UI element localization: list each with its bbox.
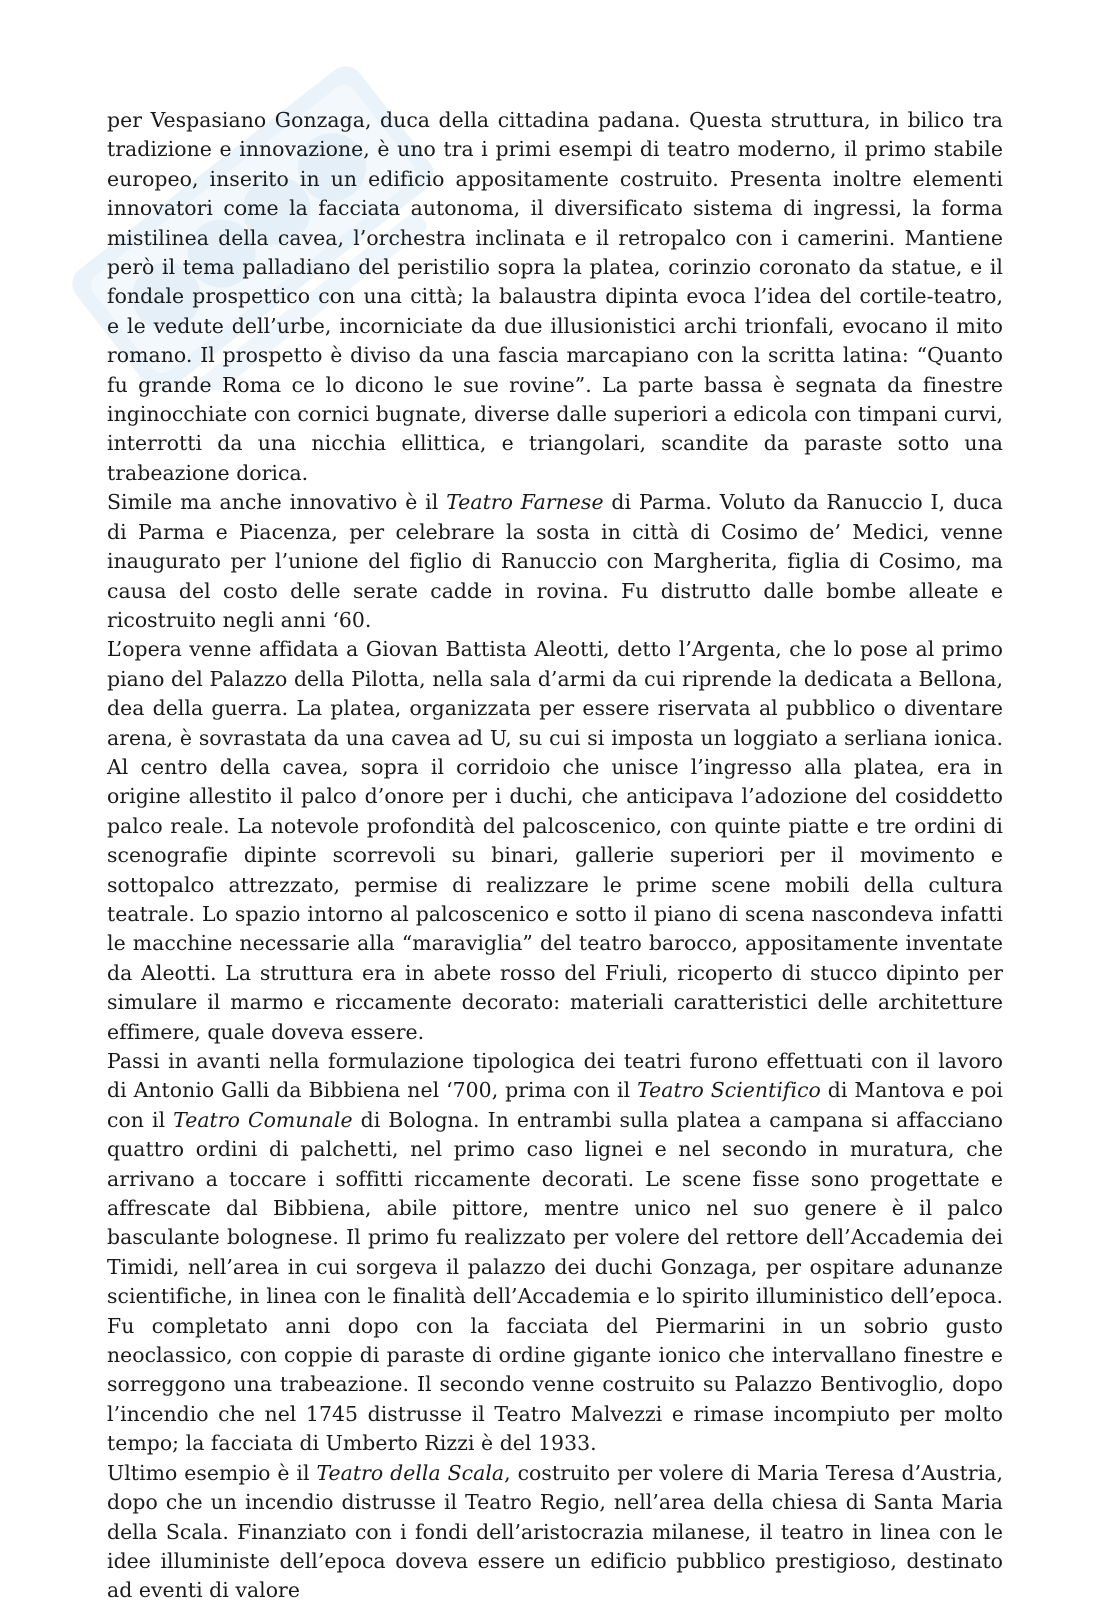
paragraph-text: Simile ma anche innovativo è il [107,490,447,515]
paragraph-text: di Mantova e poi con il [107,1078,1003,1132]
paragraph-text: L’opera venne affidata a Giovan Battista Aleotti, detto l’Argenta, che lo pose al primo piano del Palazzo della Pilotta, nella sala d’armi da cui riprende la dedicata a Bellona, dea della guerra. La platea, organizzata per essere riservata al pubblico o diventare arena, è sovrastata da una cavea ad U, su cui si imposta un loggiato a serliana ionica. Al centro della cavea, sopra il corridoio che unisce l’ingresso alla platea, era in origine allestito il palco d’onore per i duchi, che anticipava l’adozione del cosiddetto palco reale. La notevole profondità del palcoscenico, con quinte piatte e tre ordini di scenografie dipinte scorrevoli su binari, gallerie superiori per il movimento e sottopalco attrezzato, permise di realizzare le prime scene mobili della cultura teatrale. Lo spazio intorno al palcoscenico e sotto il piano di scena nascondeva infatti le macchine necessarie alla “maraviglia” del teatro barocco, appositamente inventate da Aleotti. La struttura era in abete rosso del Friuli, ricoperto di stucco dipinto per simulare il marmo e riccamente decorato: materiali caratteristici delle architetture effimere, quale doveva essere. [107,637,1003,1044]
paragraph [107,488,1003,635]
paragraph [107,106,1003,488]
body-text [107,106,1003,1606]
italic-title: Teatro Farnese [446,490,604,515]
paragraph [107,1047,1003,1459]
paragraph-text: di Parma. Voluto da Ranuccio I, duca di Parma e Piacenza, per celebrare la sosta in città di Cosimo de’ Medici, venne inaugurato per l’unione del figlio di Ranuccio con Margherita, figlia di Cosimo, ma causa del costo delle serate cadde in rovina. Fu distrutto dalle bombe alleate e ricostruito negli anni ‘60. [107,490,1003,632]
paragraph [107,635,1003,1047]
paragraph-text: di Bologna. In entrambi sulla platea a campana si affacciano quattro ordini di palchetti, nel primo caso lignei e nel secondo in muratura, che arrivano a toccare i soffitti riccamente decorati. Le scene fisse sono progettate e affrescate dal Bibbiena, abile pittore, mentre unico nel suo genere è il palco basculante bolognese. Il primo fu realizzato per volere del rettore dell’Accademia dei Timidi, nell’area in cui sorgeva il palazzo dei duchi Gonzaga, per ospitare adunanze scientifiche, in linea con le finalità dell’Accademia e lo spirito illuministico dell’epoca. Fu completato anni dopo con la facciata del Piermarini in un sobrio gusto neoclassico, con coppie di paraste di ordine gigante ionico che intervallano finestre e sorreggono una trabeazione. Il secondo venne costruito su Palazzo Bentivoglio, dopo l’incendio che nel 1745 distrusse il Teatro Malvezzi e rimase incompiuto per molto tempo; la facciata di Umberto Rizzi è del 1933. [107,1107,1003,1456]
paragraph-text: Ultimo esempio è il [107,1460,317,1485]
italic-title: Teatro della Scala [316,1460,505,1485]
paragraph-text: per Vespasiano Gonzaga, duca della cittadina padana. Questa struttura, in bilico tra tradizione e innovazione, è uno tra i primi esempi di teatro moderno, il primo stabile europeo, inserito in un edificio appositamente costruito. Presenta inoltre elementi innovatori come la facciata autonoma, il diversificato sistema di ingressi, la forma mistilinea della cavea, l’orchestra inclinata e il retropalco con i camerini. Mantiene però il tema palladiano del peristilio sopra la platea, corinzio coronato da statue, e il fondale prospettico con una città; la balaustra dipinta evoca l’idea del cortile-teatro, e le vedute dell’urbe, incorniciate da due illusionistici archi trionfali, evocano il mito romano. Il prospetto è diviso da una fascia marcapiano con la scritta latina: “Quanto fu grande Roma ce lo dicono le sue rovine”. La parte bassa è segnata da finestre inginocchiate con cornici bugnate, diverse dalle superiori a edicola con timpani curvi, interrotti da una nicchia ellittica, e triangolari, scandite da paraste sotto una trabeazione dorica. [107,108,1003,485]
paragraph-text: , costruito per volere di Maria Teresa d’Austria, dopo che un incendio distrusse il Teatro Regio, nell’area della chiesa di Santa Maria della Scala. Finanziato con i fondi dell’aristocrazia milanese, il teatro in linea con le idee illuministe dell’epoca doveva essere un edificio pubblico prestigioso, destinato ad eventi di valore [107,1460,1004,1603]
paragraph-text: Passi in avanti nella formulazione tipologica dei teatri furono effettuati con il lavoro di Antonio Galli da Bibbiena nel ‘700, prima con il [107,1049,1003,1103]
italic-title: Teatro Scientifico [637,1078,821,1103]
italic-title: Teatro Comunale [173,1107,353,1132]
paragraph [107,1459,1003,1606]
